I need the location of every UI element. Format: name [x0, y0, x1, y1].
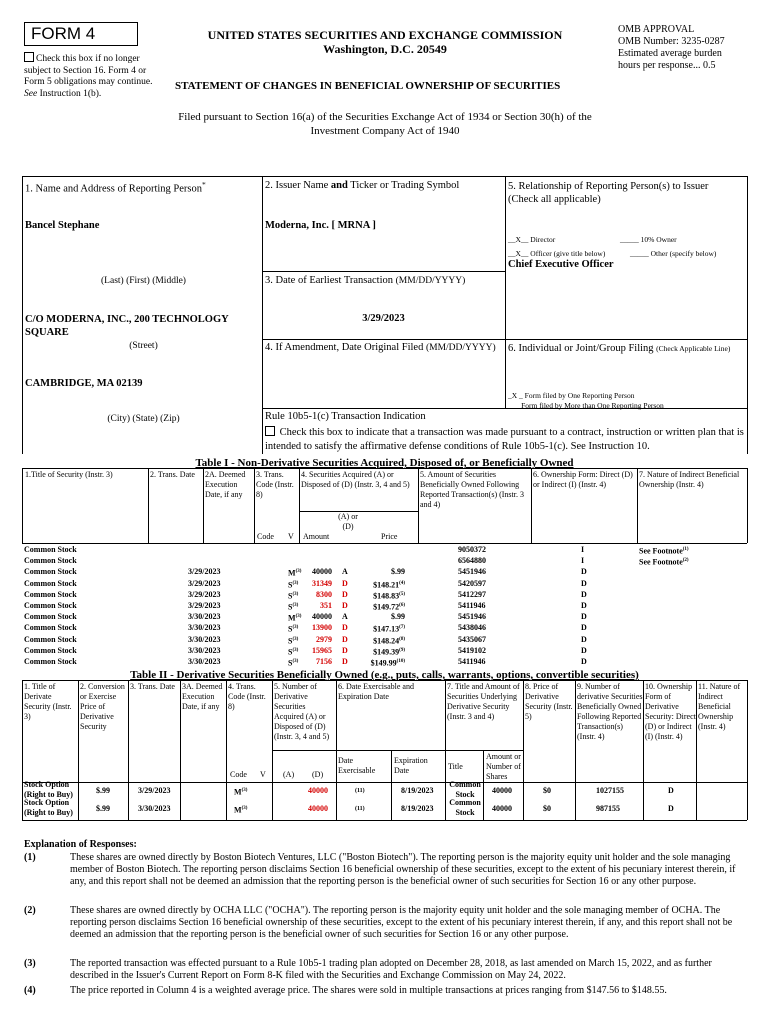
t1-sub-price: Price [381, 532, 398, 541]
table1-title: Table I - Non-Derivative Securities Acquired, Disposed of, or Beneficially Owned [195, 457, 574, 469]
t1-row-title: Common Stock [24, 623, 77, 633]
t1-row-ad: D [342, 645, 348, 655]
note-text: The reported transaction was effected pursuant to a Rule 10b5-1 trading plan adopted on December 28, 2018, as last amended on March 15, 2022, and as further described in the Issuer's Current Report on Form 8-K filed with the Securities and Exchange Commission on May 24, 2022. [70, 958, 712, 981]
t2-row-owned: 1027155 [596, 786, 624, 795]
t2-sub-code: Code [230, 770, 247, 779]
t2-header-trans-code: 4. Trans. Code (Instr. 8) [228, 682, 266, 711]
footnote-ref: (3) [292, 580, 299, 586]
t1-sub-v: V [288, 532, 294, 541]
box5-label: 5. Relationship of Reporting Person(s) to Issuer (Check all applicable) [508, 181, 709, 205]
rule-10b5-indication: Check this box to indicate that a transaction was made pursuant to a contract, instruction or written plan that is intended to satisfy the affirmative defense conditions of Rule 10b5-1(c). See Instruction 10. [265, 427, 744, 452]
t1-row-date: 3/29/2023 [188, 578, 221, 588]
t2-row-underlying-amount: 40000 [492, 786, 512, 795]
footnote-ref: (3) [241, 806, 248, 811]
no-longer-subject-note: Check this box if no longer subject to Section 16. Form 4 or Form 5 obligations may continue. See Instruction 1(b). [24, 54, 153, 99]
box4-label: 4. If Amendment, Date Original Filed (MM/DD/YYYY) [265, 342, 496, 353]
t2-header-nature: 11. Nature of Indirect Beneficial Ownership (Instr. 4) [698, 682, 741, 731]
t1-row-date: 3/29/2023 [188, 601, 221, 610]
t1-row-code: $S^{(3)}$ [288, 580, 299, 590]
t1-row-form: D [581, 578, 587, 588]
note-text: The price reported in Column 4 is a weighted average price. The shares were sold in multiple transactions at prices ranging from $147.56 to $148.55. [70, 985, 667, 996]
t1-row-amount: 40000 [312, 612, 332, 622]
t1-row-form: D [581, 634, 587, 644]
omb-approval-box [618, 24, 753, 72]
t1-row-price: $148.21$^{(4)}$ [373, 580, 405, 590]
t1-row-date: 3/29/2023 [188, 589, 221, 599]
t1-row-form: D [581, 645, 587, 655]
t1-row-ad: D [342, 657, 348, 666]
t1-row-ad: D [342, 634, 348, 644]
t1-header-ownership-form: 6. Ownership Form: Direct (D) or Indirect (I) (Instr. 4) [533, 470, 633, 489]
t2-header-price: 8. Price of Derivative Security (Instr. 5) [525, 682, 573, 721]
t2-header-trans-date: 3. Trans. Date [130, 682, 175, 691]
t1-row-form: I [581, 545, 585, 554]
box6-label: 6. Individual or Joint/Group Filing (Check Applicable Line) [508, 343, 731, 354]
rule-10b5-title: Rule 10b5-1(c) Transaction Indication [265, 411, 426, 422]
issuer-name: Moderna, Inc. [ MRNA ] [265, 220, 376, 231]
t1-row-code: $S^{(3)}$ [288, 625, 299, 635]
note-text: These shares are owned directly by OCHA LLC ("OCHA"). The reporting person is the majority equity unit holder and the sole managing member of OCHA. The reporting person disclaims Section 16 beneficial ownership of these securities, except to the extent of his pecuniary interest therein, if any, and this report shall not be deemed an admission that the reporting person is the beneficial owner of such securities for Section 16 or any other purpose. [70, 905, 733, 940]
t2-row-expiration: 8/19/2023 [401, 804, 434, 813]
t1-row-amount: 7156 [316, 657, 332, 666]
t1-row-price: $149.99$^{(10)}$ [370, 658, 405, 668]
t1-row-title: Common Stock [24, 612, 77, 622]
name-parts-label: (Last) (First) (Middle) [101, 276, 186, 286]
t2-sub-title: Title [448, 762, 463, 771]
t2-header-underlying: 7. Title and Amount of Securities Underlying Derivative Security (Instr. 3 and 4) [447, 682, 520, 721]
t2-row-exercisable: (11) [355, 806, 365, 812]
t1-row-title: Common Stock [24, 634, 77, 644]
footnote-ref: (10) [396, 659, 405, 664]
t1-row-form: D [581, 589, 587, 599]
footnote-ref: (1) [682, 547, 689, 552]
t1-row-amount: 351 [320, 601, 332, 610]
earliest-transaction-date: 3/29/2023 [362, 313, 405, 324]
t1-row-amount: 31349 [312, 578, 332, 588]
t1-row-owned: 9050372 [458, 545, 486, 554]
t2-header-title: 1. Title of Derivate Security (Instr. 3) [24, 682, 72, 721]
reporting-person-name: Bancel Stephane [25, 220, 100, 231]
t1-row-price: $149.72$^{(6)}$ [373, 602, 405, 612]
t1-row-amount: 8300 [316, 589, 332, 599]
t2-row-form: D [668, 804, 674, 813]
footnote-ref: (7) [399, 625, 405, 631]
t1-row-date: 3/30/2023 [188, 645, 221, 655]
t2-row-code: $M^{(3)}$ [234, 787, 248, 797]
t1-row-date: 3/30/2023 [188, 657, 221, 666]
rule-10b5-checkbox[interactable] [265, 426, 275, 436]
t1-row-amount: 15965 [312, 645, 332, 655]
t1-row-form: D [581, 623, 587, 633]
t2-header-deemed-date: 3A. Deemed Execution Date, if any [182, 682, 223, 711]
t1-row-price: $.99 [391, 612, 405, 622]
footnote-ref: (3) [295, 614, 302, 620]
relationship-10pct-owner: _____ 10% Owner [620, 235, 677, 244]
t1-row-owned: 5438046 [458, 623, 486, 633]
t1-row-code: $S^{(3)}$ [288, 602, 299, 612]
t2-sub-amount: Amount or Number of Shares [486, 752, 521, 781]
note-number: (2) [24, 905, 36, 916]
t1-row-code: $S^{(3)}$ [288, 636, 299, 646]
t1-row-nature: See Footnote$^{(2)}$ [639, 557, 689, 567]
officer-title: Chief Executive Officer [508, 259, 614, 270]
t1-row-owned: 5411946 [458, 601, 486, 610]
relationship-officer: __X__ Officer (give title below) [508, 249, 606, 258]
note-number: (1) [24, 852, 36, 863]
t1-row-form: D [581, 612, 587, 622]
footnote-ref: (9) [399, 647, 405, 653]
t1-row-owned: 5435067 [458, 634, 486, 644]
t1-row-title: Common Stock [24, 645, 77, 655]
t1-header-trans-date: 2. Trans. Date [150, 470, 195, 479]
t2-row-disposed: 40000 [308, 804, 328, 813]
t1-row-code: $M^{(3)}$ [288, 613, 302, 623]
t2-row-derivative-price: $0 [543, 804, 551, 813]
t1-row-price: $147.13$^{(7)}$ [373, 625, 405, 635]
t1-row-form: I [581, 556, 585, 566]
t2-row-form: D [668, 786, 674, 795]
t1-row-date: 3/30/2023 [188, 623, 221, 633]
t1-row-owned: 5451946 [458, 612, 486, 622]
t2-row-disposed: 40000 [308, 786, 328, 795]
t1-row-title: Common Stock [24, 589, 77, 599]
t2-row-date: 3/30/2023 [138, 804, 171, 813]
t2-row-derivative-price: $0 [543, 786, 551, 795]
t2-row-code: $M^{(3)}$ [234, 805, 248, 815]
t1-row-owned: 5411946 [458, 657, 486, 666]
t1-sub-code: Code [257, 532, 274, 541]
omb-hours: hours per response... 0.5 [618, 60, 716, 71]
t1-row-title: Common Stock [24, 657, 77, 666]
note-number: (4) [24, 985, 36, 996]
street-label: (Street) [129, 341, 158, 351]
t2-row-expiration: 8/19/2023 [401, 786, 434, 795]
t2-row-underlying-amount: 40000 [492, 804, 512, 813]
t2-sub-a: (A) [283, 770, 295, 779]
t2-row-price: $.99 [96, 804, 110, 813]
t2-row-underlying-title: Common Stock [449, 798, 481, 817]
t1-row-ad: D [342, 623, 348, 633]
t1-sub-amount: Amount [303, 532, 330, 541]
footnote-ref: (3) [241, 788, 248, 793]
t1-row-title: Common Stock [24, 567, 77, 577]
footnote-ref: (3) [292, 603, 299, 608]
t1-sub-ad: (A) or (D) [338, 512, 358, 531]
footnote-ref: (3) [292, 625, 299, 631]
t2-sub-d: (D) [312, 770, 324, 779]
t1-row-date: 3/30/2023 [188, 612, 221, 622]
t2-header-number-owned: 9. Number of derivative Securities Beneficially Owned Following Reported Transaction(s) (Instr. 4) [577, 682, 643, 741]
omb-burden: Estimated average burden [618, 48, 722, 59]
t1-row-title: Common Stock [24, 556, 77, 566]
filing-more-persons: ___ Form filed by More than One Reporting Person [508, 401, 664, 410]
t1-row-ad: D [342, 578, 348, 588]
t1-row-price: $149.39$^{(9)}$ [373, 647, 405, 657]
t2-row-title: Stock Option (Right to Buy) [24, 780, 73, 799]
note-number: (3) [24, 958, 36, 969]
filed-pursuant: Filed pursuant to Section 16(a) of the Securities Exchange Act of 1934 or Section 30(h) of the Investment Company Act of 1940 [178, 111, 592, 137]
footnote-ref: (6) [399, 603, 405, 608]
t1-row-form: D [581, 601, 587, 610]
no-longer-subject-checkbox[interactable] [24, 52, 34, 62]
footnote-ref: (4) [399, 580, 405, 586]
form-title: FORM 4 [24, 22, 138, 46]
t1-row-title: Common Stock [24, 545, 77, 554]
t1-header-trans-code: 3. Trans. Code (Instr. 8) [256, 470, 294, 499]
t2-sub-v: V [260, 770, 266, 779]
t1-row-owned: 5420597 [458, 578, 486, 588]
t1-row-date: 3/29/2023 [188, 567, 221, 577]
reporting-address: C/O MODERNA, INC., 200 TECHNOLOGY SQUARE [25, 314, 229, 338]
footnote-ref: (3) [292, 636, 299, 642]
t1-row-date: 3/30/2023 [188, 634, 221, 644]
t1-row-nature: See Footnote$^{(1)}$ [639, 546, 689, 556]
t1-row-code: $S^{(3)}$ [288, 658, 299, 668]
t2-header-conversion: 2. Conversion or Exercise Price of Derivative Security [80, 682, 125, 731]
t2-row-title: Stock Option (Right to Buy) [24, 798, 73, 817]
t1-row-ad: A [342, 612, 348, 622]
box1-label: 1. Name and Address of Reporting Person* [25, 180, 206, 195]
t1-header-title: 1.Title of Security (Instr. 3) [25, 470, 113, 479]
t1-row-code: $S^{(3)}$ [288, 647, 299, 657]
omb-title: OMB APPROVAL [618, 24, 695, 35]
table2-title: Table II - Derivative Securities Beneficially Owned (e.g., puts, calls, warrants, options, convertible securities) [130, 669, 639, 681]
explanation-title: Explanation of Responses: [24, 839, 137, 850]
t2-sub-expiration: Expiration Date [394, 756, 428, 775]
box2-label: 2. Issuer Name and Ticker or Trading Symbol [265, 180, 460, 191]
t2-row-underlying-title: Common Stock [449, 780, 481, 799]
city-parts-label: (City) (State) (Zip) [107, 414, 180, 424]
t2-row-exercisable: (11) [355, 788, 365, 794]
t1-row-form: D [581, 657, 587, 666]
agency-location: Washington, D.C. 20549 [323, 42, 447, 56]
t1-row-ad: D [342, 589, 348, 599]
footnote-ref: (8) [399, 636, 405, 642]
note-text: These shares are owned directly by Boston Biotech Ventures, LLC ("Boston Biotech"). The reporting person is the majority equity unit holder and the sole managing member of Boston Biotech. The reporting person disclaims Section 16 beneficial ownership of these securities, except to the extent of his pecuniary interest therein, if any, and this report shall not be deemed an admission that the reporting person is the beneficial owner of such securities for Section 16 or any other purpose. [70, 852, 736, 887]
t2-header-ownership-form: 10. Ownership Form of Derivative Security: Direct (D) or Indirect (I) (Instr. 4) [645, 682, 696, 741]
t2-sub-exercisable: Date Exercisable [338, 756, 376, 775]
t1-row-ad: D [342, 601, 348, 610]
t1-row-owned: 6564880 [458, 556, 486, 566]
t1-row-owned: 5451946 [458, 567, 486, 577]
t2-header-date-exercisable: 6. Date Exercisable and Expiration Date [338, 682, 414, 701]
footnote-ref: (2) [682, 558, 689, 564]
t1-row-amount: 2979 [316, 634, 332, 644]
statement-title: STATEMENT OF CHANGES IN BENEFICIAL OWNERSHIP OF SECURITIES [175, 80, 561, 92]
t2-row-owned: 987155 [596, 804, 620, 813]
t1-row-ad: A [342, 567, 348, 577]
footnote-ref: (3) [295, 569, 302, 575]
box3-label: 3. Date of Earliest Transaction (MM/DD/YYYY) [265, 275, 466, 286]
omb-number: OMB Number: 3235-0287 [618, 36, 725, 47]
footnote-ref: (3) [292, 659, 299, 664]
t2-row-date: 3/29/2023 [138, 786, 171, 795]
t1-row-title: Common Stock [24, 601, 77, 610]
t1-header-nature: 7. Nature of Indirect Beneficial Ownership (Instr. 4) [639, 470, 740, 489]
relationship-other: _____ Other (specify below) [630, 249, 717, 258]
relationship-director: __X__ Director [508, 235, 556, 244]
t2-row-price: $.99 [96, 786, 110, 795]
t1-row-owned: 5412297 [458, 589, 486, 599]
footnote-ref: (3) [292, 591, 299, 597]
t1-row-form: D [581, 567, 587, 577]
t1-row-owned: 5419102 [458, 645, 486, 655]
t1-row-code: $S^{(3)}$ [288, 591, 299, 601]
t1-row-amount: 40000 [312, 567, 332, 577]
agency-name: UNITED STATES SECURITIES AND EXCHANGE COMMISSION [207, 28, 563, 42]
footnote-ref: (3) [292, 647, 299, 653]
t1-row-price: $148.83$^{(5)}$ [373, 591, 405, 601]
t1-row-code: $M^{(3)}$ [288, 569, 302, 579]
t1-row-price: $.99 [391, 567, 405, 577]
t1-header-amount-owned: 5. Amount of Securities Beneficially Owned Following Reported Transaction(s) (Instr. 3 and 4) [420, 470, 524, 509]
t1-row-price: $148.24$^{(8)}$ [373, 636, 405, 646]
t1-header-acquired: 4. Securities Acquired (A) or Disposed of (D) (Instr. 3, 4 and 5) [301, 470, 410, 489]
footnote-ref: (5) [399, 591, 405, 597]
reporting-city: CAMBRIDGE, MA 02139 [25, 378, 143, 389]
t1-row-title: Common Stock [24, 578, 77, 588]
t1-header-deemed-date: 2A. Deemed Execution Date, if any [205, 470, 246, 499]
filing-one-person: _X _ Form filed by One Reporting Person [508, 391, 635, 400]
t1-row-amount: 13900 [312, 623, 332, 633]
t2-header-number-derivative: 5. Number of Derivative Securities Acquired (A) or Disposed of (D) (Instr. 3, 4 and 5) [274, 682, 330, 741]
